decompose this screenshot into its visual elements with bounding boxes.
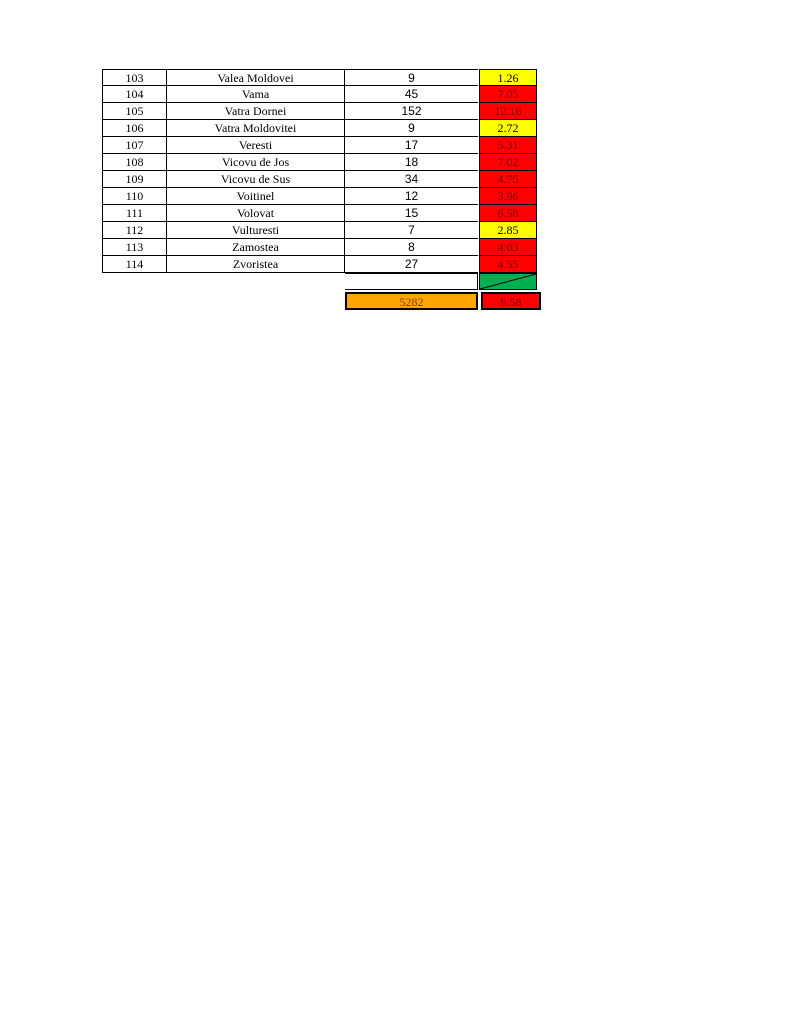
blank-cell: [102, 273, 167, 290]
total-rate: 9.58: [481, 292, 541, 310]
locality-name: Zvoristea: [167, 256, 345, 273]
incidence-rate: 4.75: [479, 171, 537, 188]
incidence-rate: 2.85: [479, 222, 537, 239]
diagonal-line-icon: [480, 274, 536, 289]
incidence-rate: 3.96: [479, 188, 537, 205]
incidence-rate: 12.16: [479, 103, 537, 120]
case-count: 7: [345, 222, 478, 239]
blank-cell: [102, 292, 167, 310]
case-count: 34: [345, 171, 478, 188]
case-count: 45: [345, 86, 478, 103]
locality-name: Valea Moldovei: [167, 69, 345, 86]
table-body: [102, 69, 541, 273]
data-table: [102, 69, 541, 309]
locality-name: Voitinel: [167, 188, 345, 205]
blank-count-cell: [345, 273, 478, 290]
green-diagonal-cell: [479, 273, 537, 290]
incidence-rate: 4.55: [479, 256, 537, 273]
incidence-rate: 7.02: [479, 154, 537, 171]
row-number: 104: [102, 86, 167, 103]
legend-row: [102, 273, 541, 290]
row-number: 105: [102, 103, 167, 120]
incidence-rate: 2.72: [479, 120, 537, 137]
locality-name: Vama: [167, 86, 345, 103]
locality-name: Vulturesti: [167, 222, 345, 239]
row-number: 103: [102, 69, 167, 86]
blank-cell: [167, 273, 345, 290]
row-number: 111: [102, 205, 167, 222]
row-number: 106: [102, 120, 167, 137]
locality-name: Zamostea: [167, 239, 345, 256]
case-count: 8: [345, 239, 478, 256]
row-number: 108: [102, 154, 167, 171]
incidence-rate: 6.58: [479, 205, 537, 222]
incidence-rate: 1.26: [479, 69, 537, 86]
table-row: [102, 256, 541, 273]
row-number: 114: [102, 256, 167, 273]
table-row: [102, 171, 541, 188]
row-number: 112: [102, 222, 167, 239]
total-count: 5282: [345, 292, 478, 310]
locality-name: Vicovu de Jos: [167, 154, 345, 171]
table-row: [102, 205, 541, 222]
table-row: [102, 188, 541, 205]
row-number: 113: [102, 239, 167, 256]
table-row: [102, 120, 541, 137]
table-row: [102, 103, 541, 120]
locality-name: Vatra Moldovitei: [167, 120, 345, 137]
locality-name: Veresti: [167, 137, 345, 154]
total-row: [102, 292, 541, 309]
case-count: 12: [345, 188, 478, 205]
table-row: [102, 222, 541, 239]
table-row: [102, 239, 541, 256]
case-count: 27: [345, 256, 478, 273]
case-count: 17: [345, 137, 478, 154]
incidence-rate: 4.03: [479, 239, 537, 256]
row-number: 109: [102, 171, 167, 188]
blank-cell: [167, 292, 345, 310]
table-row: [102, 154, 541, 171]
locality-name: Vicovu de Sus: [167, 171, 345, 188]
row-number: 110: [102, 188, 167, 205]
incidence-rate: 5.31: [479, 137, 537, 154]
incidence-rate: 7.05: [479, 86, 537, 103]
locality-name: Vatra Dornei: [167, 103, 345, 120]
case-count: 18: [345, 154, 478, 171]
case-count: 9: [345, 69, 478, 86]
case-count: 9: [345, 120, 478, 137]
table-row: [102, 69, 541, 86]
table-row: [102, 137, 541, 154]
row-number: 107: [102, 137, 167, 154]
case-count: 152: [345, 103, 478, 120]
locality-name: Volovat: [167, 205, 345, 222]
table-row: [102, 86, 541, 103]
case-count: 15: [345, 205, 478, 222]
